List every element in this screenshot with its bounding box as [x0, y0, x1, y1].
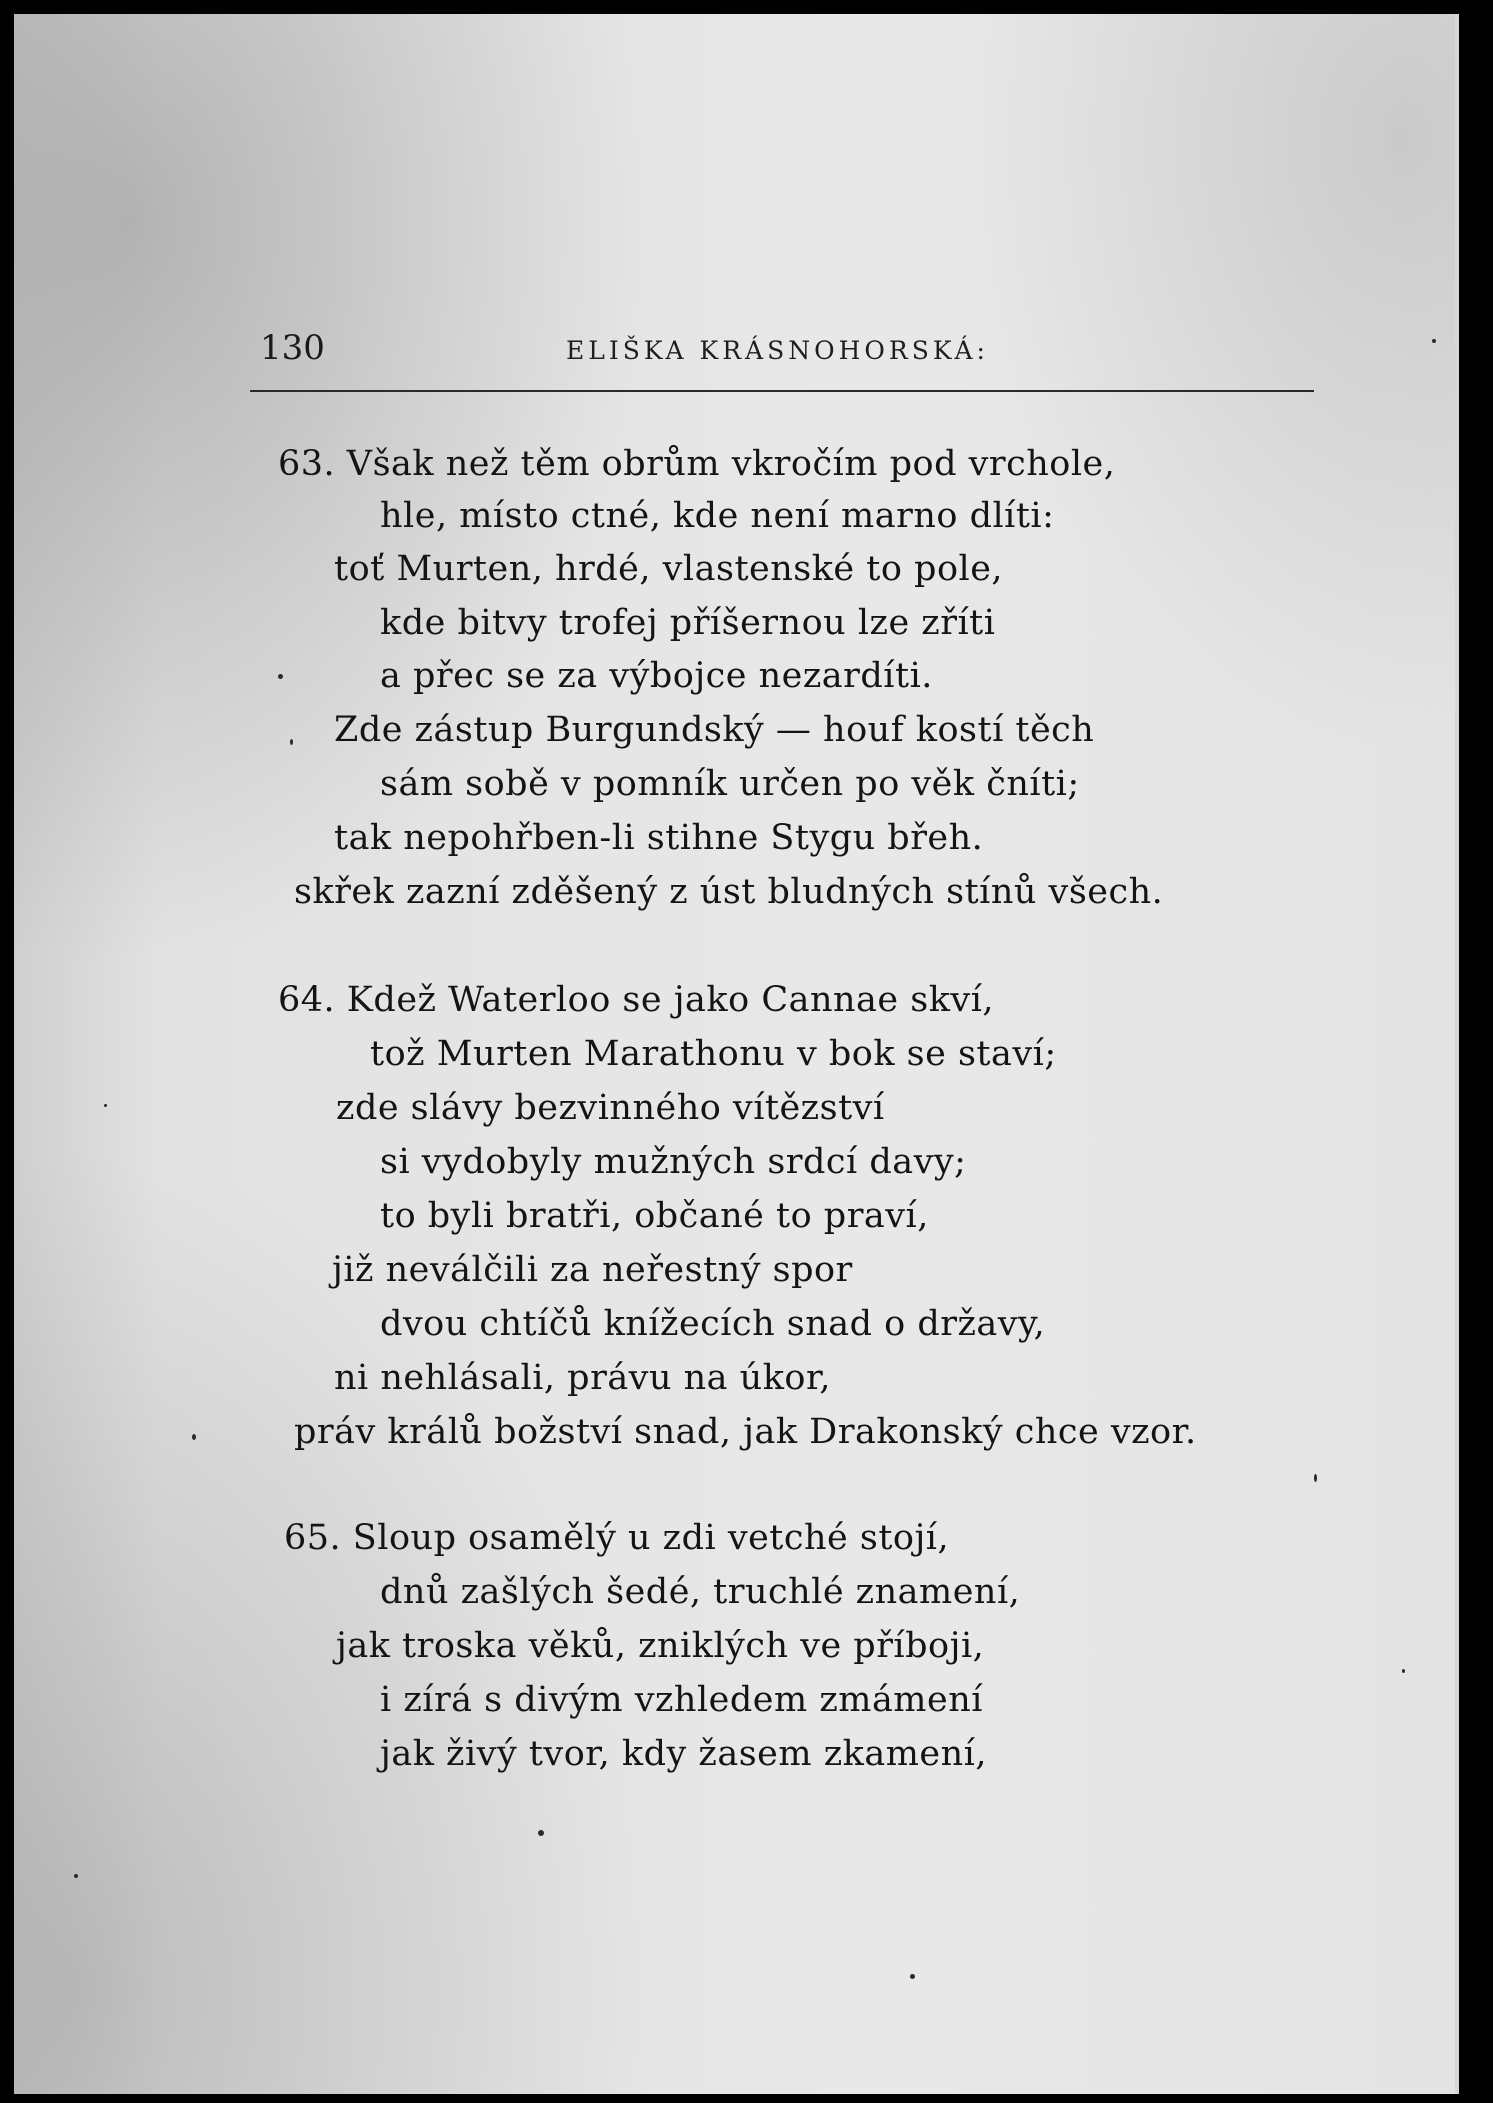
scan-speck	[278, 674, 283, 679]
verse-line: zde slávy bezvinného vítězství	[336, 1088, 885, 1128]
verse-line: i zírá s divým vzhledem zmámení	[380, 1680, 983, 1720]
scan-speck	[1314, 1474, 1317, 1482]
page-edge	[1455, 14, 1459, 2094]
verse-line: Zde zástup Burgundský — houf kostí těch	[334, 710, 1095, 750]
verse-line: již neválčili za neřestný spor	[332, 1250, 853, 1290]
book-page	[14, 14, 1459, 2094]
scan-speck	[538, 1830, 544, 1836]
verse-line: tož Murten Marathonu v bok se staví;	[370, 1034, 1057, 1074]
verse-line: si vydobyly mužných srdcí davy;	[380, 1142, 967, 1182]
scan-speck	[104, 1104, 107, 1107]
verse-line: dnů zašlých šedé, truchlé znamení,	[380, 1572, 1021, 1612]
scan-speck	[910, 1974, 915, 1979]
page-number: 130	[260, 328, 325, 368]
scan-speck	[192, 1434, 196, 1440]
verse-line: hle, místo ctné, kde není marno dlíti:	[380, 496, 1055, 536]
scan-speck	[1402, 1669, 1405, 1673]
verse-line: dvou chtíčů knížecích snad o državy,	[380, 1304, 1046, 1344]
verse-line: to byli bratři, občané to praví,	[380, 1196, 929, 1236]
verse-line: 63. Však než těm obrům vkročím pod vrchole,	[278, 444, 1116, 484]
verse-line: jak troska věků, zniklých ve příboji,	[336, 1626, 985, 1666]
verse-line: práv králů božství snad, jak Drakonský chce vzor.	[294, 1412, 1197, 1452]
verse-line: kde bitvy trofej příšernou lze zříti	[380, 603, 996, 643]
page-header	[248, 326, 1320, 376]
running-head: ELIŠKA KRÁSNOHORSKÁ:	[566, 336, 989, 365]
verse-line: sám sobě v pomník určen po věk čníti;	[380, 764, 1080, 804]
verse-line: ni nehlásali, právu na úkor,	[334, 1358, 831, 1398]
scan-speck	[74, 1874, 78, 1878]
verse-line: jak živý tvor, kdy žasem zkamení,	[380, 1734, 987, 1774]
scan-speck	[1432, 339, 1436, 343]
verse-line: 64. Kdež Waterloo se jako Cannae skví,	[278, 980, 995, 1020]
verse-line: toť Murten, hrdé, vlastenské to pole,	[334, 549, 1004, 589]
verse-line: 65. Sloup osamělý u zdi vetché stojí,	[284, 1518, 950, 1558]
scan-speck	[290, 739, 293, 745]
verse-line: skřek zazní zděšený z úst bludných stínů všech.	[294, 872, 1164, 912]
verse-line: tak nepohřben-li stihne Stygu břeh.	[334, 818, 984, 858]
verse-line: a přec se za výbojce nezardíti.	[380, 656, 933, 696]
header-rule	[250, 390, 1314, 392]
